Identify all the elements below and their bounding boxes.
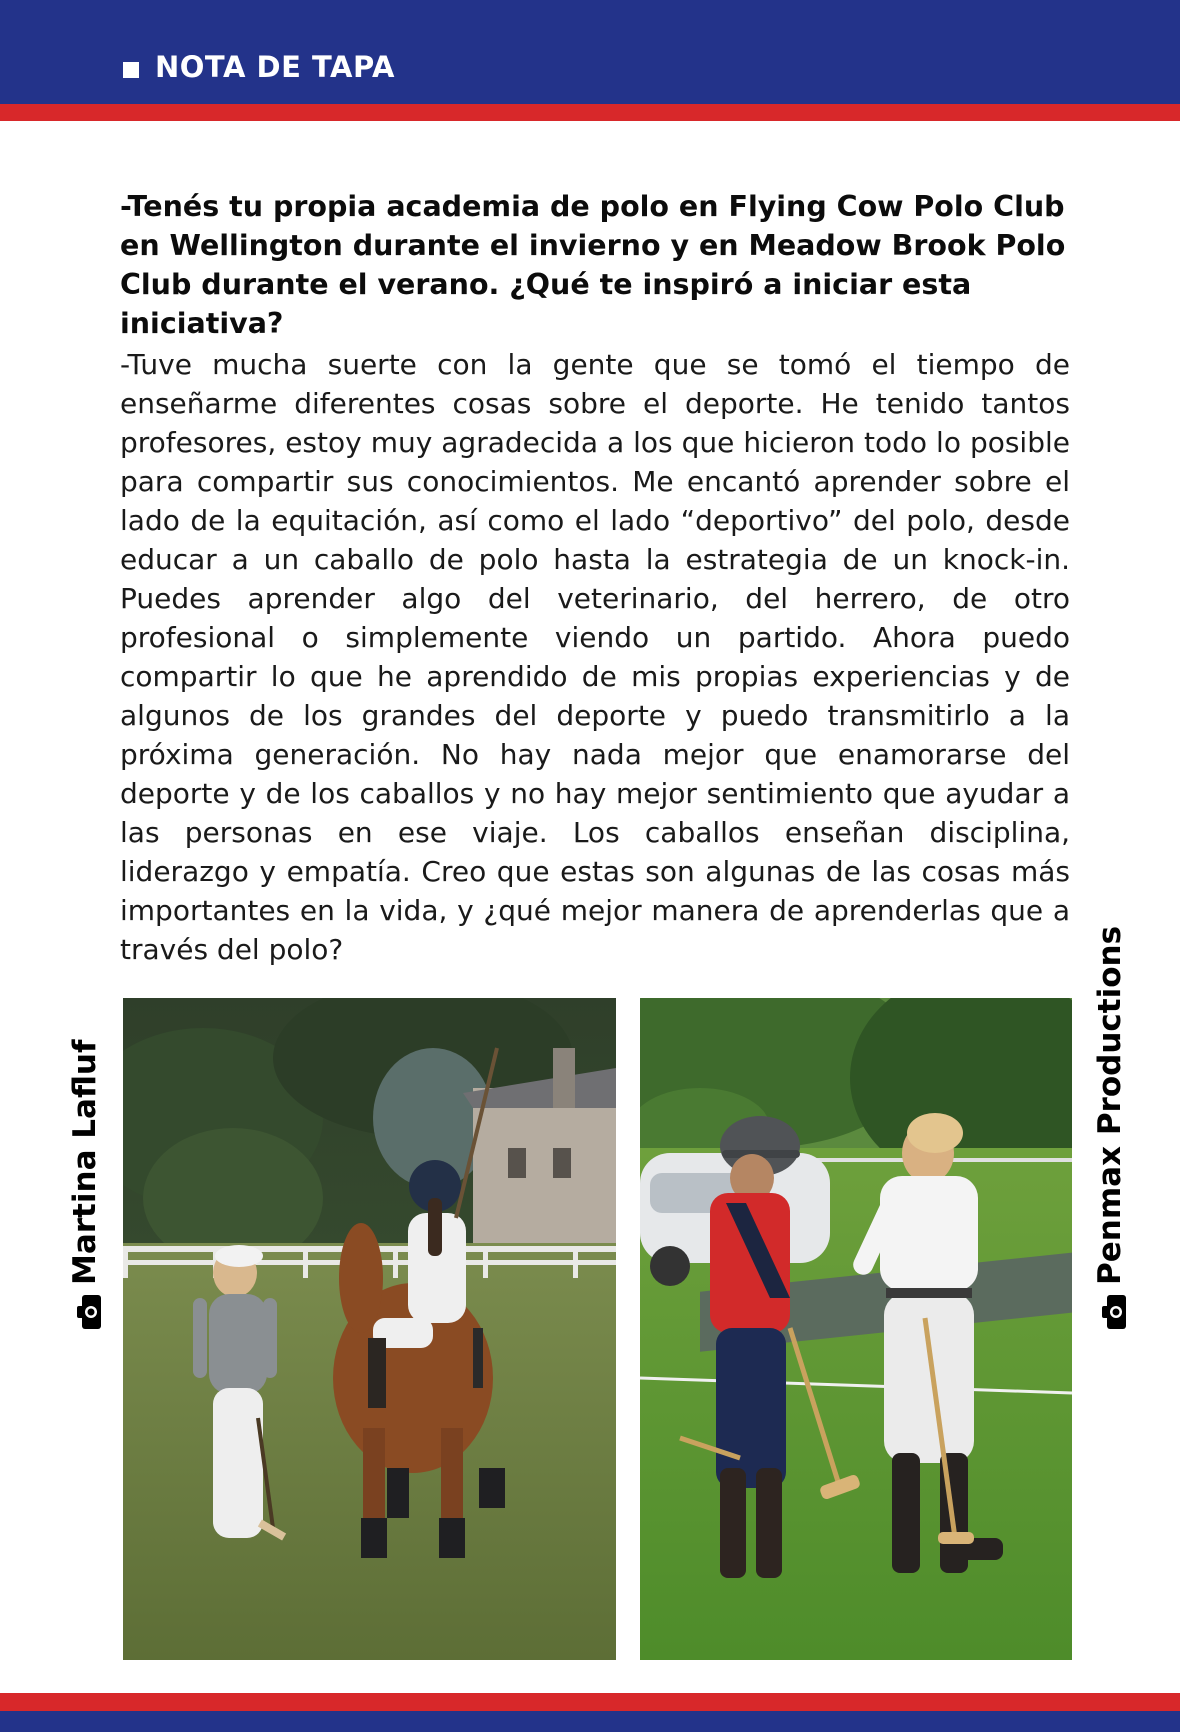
photo-rider-and-instructor [123, 998, 616, 1660]
photo-credit-left [65, 949, 105, 1329]
interview-answer: -Tuve mucha suerte con la gente que se tomó el tiempo de enseñarme diferentes cosas sobre el deporte. He tenido tantos profesores, estoy muy agradecida a los que hicieron todo lo posible para compartir sus conocimientos. Me encantó aprender sobre el lado de la equitación, así como el lado “deportivo” del polo, desde educar a un caballo de polo hasta la estrategia de un knock-in. Puedes aprender algo del veterinario, del herrero, de otro profesional o simplemente viendo un partido. Ahora puedo compartir lo que he aprendido de mis propias experiencias y de algunos de los grandes del deporte y puedo transmitirlo a la próxima generación. No hay nada mejor que enamorarse del deporte y de los caballos y no hay mejor sentimiento que ayudar a las personas en ese viaje. Los caballos enseñan disciplina, liderazgo y empatía. Creo que estas son algunas de las cosas más importantes en la vida, y ¿qué mejor manera de aprenderlas que a través del polo? [120, 348, 1070, 966]
camera-icon [73, 1295, 97, 1329]
photo-instructor-teaching-grip [640, 998, 1072, 1660]
header-stripe [0, 104, 1180, 121]
square-bullet-icon [123, 62, 139, 78]
photo-credit-right [1090, 925, 1130, 1329]
footer-band [0, 1711, 1180, 1732]
camera-icon [1098, 1295, 1122, 1329]
footer-stripe [0, 1693, 1180, 1711]
photo-instructor-teaching-grip-image [640, 998, 1072, 1660]
interview-question: -Tenés tu propia academia de polo en Flying Cow Polo Club en Wellington durante el invierno y en Meadow Brook Polo Club durante el verano. ¿Qué te inspiró a iniciar esta iniciativa? [120, 190, 1066, 340]
photo-rider-and-instructor-image [123, 998, 616, 1660]
photo-credit-left-name: Martina Lafluf [67, 1039, 103, 1285]
photo-credit-right-name: Penmax Productions [1092, 925, 1128, 1285]
section-label: NOTA DE TAPA [155, 50, 395, 84]
